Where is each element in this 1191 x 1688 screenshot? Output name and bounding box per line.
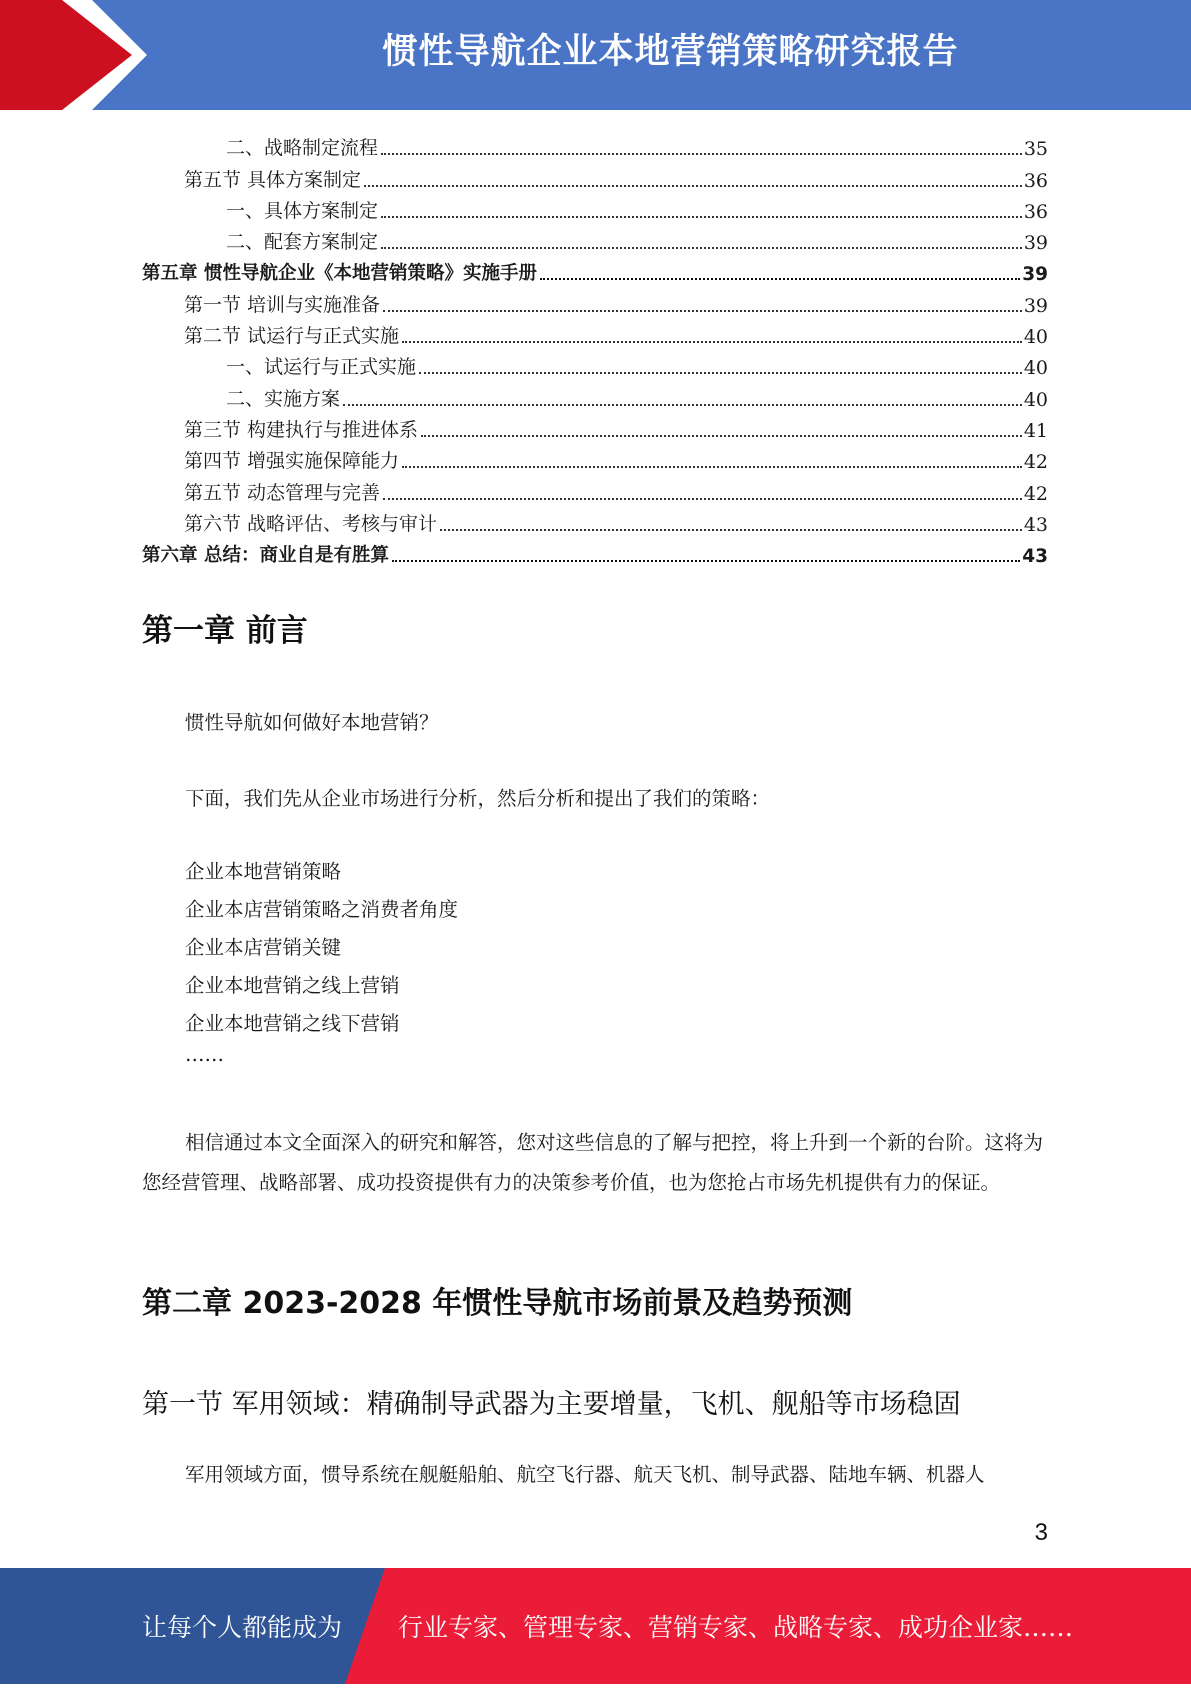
table-of-contents bbox=[142, 129, 1048, 567]
toc-entry-title: 二、实施方案 bbox=[226, 387, 341, 410]
toc-entry-title: 一、试运行与正式实施 bbox=[226, 356, 417, 379]
toc-leader-dots bbox=[540, 278, 1020, 280]
list-item: 企业本地营销之线上营销 bbox=[185, 974, 400, 997]
toc-leader-dots bbox=[419, 372, 1022, 374]
toc-entry[interactable] bbox=[142, 505, 1048, 536]
toc-entry[interactable] bbox=[142, 254, 1048, 285]
toc-entry-page: 40 bbox=[1023, 388, 1048, 411]
chapter-heading: 第一章 前言 bbox=[142, 613, 308, 649]
toc-entry[interactable] bbox=[142, 473, 1048, 504]
section-heading: 第一节 军用领域：精确制导武器为主要增量，飞机、舰船等市场稳固 bbox=[142, 1389, 961, 1420]
report-title: 惯性导航企业本地营销策略研究报告 bbox=[382, 32, 959, 72]
toc-leader-dots bbox=[402, 466, 1022, 468]
toc-entry-title: 一、具体方案制定 bbox=[226, 199, 379, 222]
list-item: 企业本地营销策略 bbox=[185, 860, 342, 883]
toc-entry-title: 第二节 试运行与正式实施 bbox=[184, 325, 400, 348]
toc-entry-title: 第五节 动态管理与完善 bbox=[184, 481, 381, 504]
toc-entry-title: 第五节 具体方案制定 bbox=[184, 168, 362, 191]
toc-entry[interactable] bbox=[142, 536, 1048, 567]
toc-entry-title: 第一节 培训与实施准备 bbox=[184, 293, 381, 316]
intro-paragraph: 下面，我们先从企业市场进行分析，然后分析和提出了我们的策略： bbox=[185, 787, 771, 810]
toc-leader-dots bbox=[343, 404, 1022, 406]
toc-entry[interactable] bbox=[142, 317, 1048, 348]
toc-entry-page: 42 bbox=[1023, 451, 1048, 474]
toc-entry-title: 二、战略制定流程 bbox=[226, 137, 379, 160]
toc-entry-title: 二、配套方案制定 bbox=[226, 231, 379, 254]
toc-leader-dots bbox=[381, 153, 1022, 155]
question-paragraph: 惯性导航如何做好本地营销？ bbox=[185, 711, 439, 734]
toc-entry-page: 36 bbox=[1023, 200, 1048, 223]
toc-leader-dots bbox=[364, 185, 1022, 187]
page-footer bbox=[0, 1568, 1191, 1684]
toc-entry-page: 40 bbox=[1023, 357, 1048, 380]
toc-entry-page: 36 bbox=[1023, 169, 1048, 192]
toc-entry-page: 43 bbox=[1022, 546, 1048, 568]
toc-entry-page: 39 bbox=[1023, 232, 1048, 255]
toc-entry-page: 39 bbox=[1022, 264, 1048, 286]
toc-entry-page: 40 bbox=[1023, 326, 1048, 349]
toc-leader-dots bbox=[392, 560, 1020, 562]
page-number: 3 bbox=[1034, 1519, 1048, 1546]
chapter-heading: 第二章 2023-2028 年惯性导航市场前景及趋势预测 bbox=[142, 1286, 853, 1321]
toc-leader-dots bbox=[383, 310, 1022, 312]
toc-entry-title: 第六节 战略评估、考核与审计 bbox=[184, 512, 438, 535]
toc-entry-page: 41 bbox=[1023, 419, 1048, 442]
toc-entry[interactable] bbox=[142, 348, 1048, 379]
toc-entry-page: 42 bbox=[1023, 482, 1048, 505]
footer-slogan-right: 行业专家、管理专家、营销专家、战略专家、成功企业家…… bbox=[398, 1613, 1074, 1642]
toc-entry-title: 第四节 增强实施保障能力 bbox=[184, 450, 400, 473]
toc-entry-page: 43 bbox=[1023, 513, 1048, 536]
toc-entry[interactable] bbox=[142, 285, 1048, 316]
toc-leader-dots bbox=[383, 498, 1022, 500]
chevron-arrow-icon bbox=[0, 0, 150, 110]
toc-leader-dots bbox=[440, 529, 1022, 531]
toc-leader-dots bbox=[381, 247, 1022, 249]
list-item: 企业本店营销关键 bbox=[185, 936, 342, 959]
conclusion-paragraph: 相信通过本文全面深入的研究和解答，您对这些信息的了解与把控，将上升到一个新的台阶。这将为您经营管理、战略部署、成功投资提供有力的决策参考价值，也为您抢占市场先机提供有力的保证。 bbox=[142, 1131, 1044, 1194]
list-ellipsis: …… bbox=[185, 1043, 224, 1066]
toc-entry-title: 第六章 总结：商业自是有胜算 bbox=[142, 545, 389, 567]
toc-leader-dots bbox=[381, 216, 1022, 218]
toc-entry[interactable] bbox=[142, 442, 1048, 473]
page-header bbox=[0, 0, 1191, 110]
toc-entry[interactable] bbox=[142, 129, 1048, 160]
toc-entry-title: 第五章 惯性导航企业《本地营销策略》实施手册 bbox=[142, 263, 537, 285]
toc-leader-dots bbox=[421, 435, 1022, 437]
list-item: 企业本地营销之线下营销 bbox=[185, 1012, 400, 1035]
toc-entry[interactable] bbox=[142, 223, 1048, 254]
toc-entry-page: 39 bbox=[1023, 294, 1048, 317]
body-paragraph: 军用领域方面，惯导系统在舰艇船舶、航空飞行器、航天飞机、制导武器、陆地车辆、机器人 bbox=[185, 1463, 985, 1486]
toc-entry[interactable] bbox=[142, 160, 1048, 191]
list-item: 企业本店营销策略之消费者角度 bbox=[185, 898, 459, 921]
toc-entry-title: 第三节 构建执行与推进体系 bbox=[184, 418, 419, 441]
strategy-list bbox=[185, 858, 458, 1048]
toc-leader-dots bbox=[402, 341, 1022, 343]
toc-entry[interactable] bbox=[142, 379, 1048, 410]
toc-entry[interactable] bbox=[142, 192, 1048, 223]
footer-slogan-left: 让每个人都能成为 bbox=[142, 1613, 343, 1642]
toc-entry[interactable] bbox=[142, 411, 1048, 442]
toc-entry-page: 35 bbox=[1023, 138, 1048, 161]
